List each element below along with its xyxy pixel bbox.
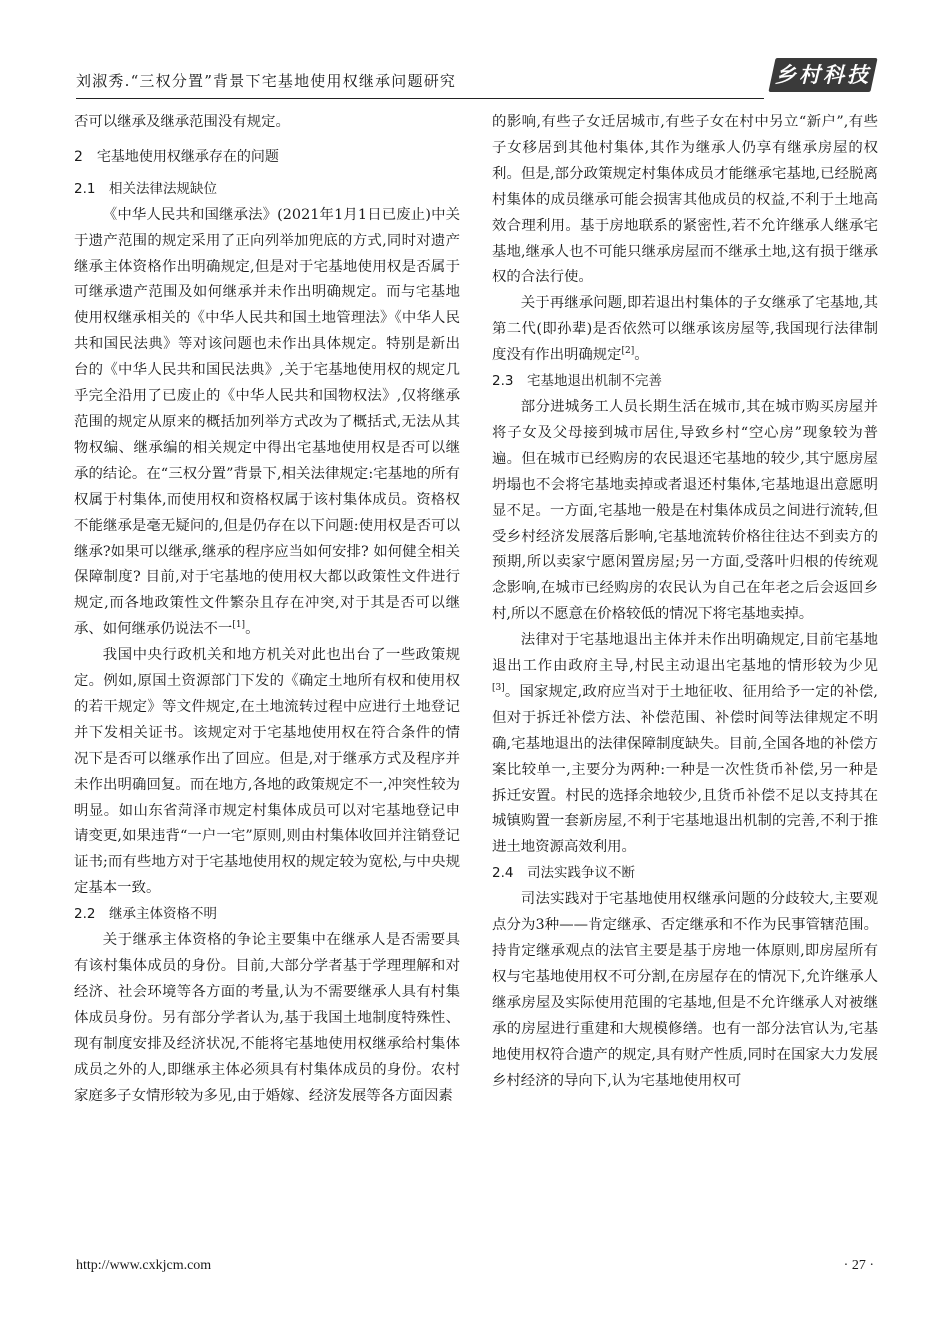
paragraph-text: 。国家规定,政府应当对于土地征收、征用给予一定的补偿,但对于拆迁补偿方法、补偿范围、补偿时间等法律规定不明确,宅基地退出的法律保障制度缺失。目前,全国各地的补偿方案比较单一,主要分为两种:一种是一次性货币补偿,另一种是拆迁安置。村民的选择余地较少,且货币补偿不足以支持其在城镇购置一套新房屋,不利于宅基地退出机制的完善,不利于推进土地资源高效利用。	[492, 683, 878, 856]
paragraph: 的影响,有些子女迁居城市,有些子女在村中另立“新户”,有些子女移居到其他村集体,其作为继承人仍享有继承房屋的权利。但是,部分政策规定村集体成员才能继承宅基地,已经脱离村集体的成员继承可能会损害其他成员的权益,不利于土地高效合理利用。基于房地联系的紧密性,若不允许继承人继承宅基地,继承人也不可能只继承房屋而不继承土地,这有损于继承权的合法行使。	[492, 114, 878, 286]
journal-url[interactable]: http://www.cxkjcm.com	[76, 1258, 212, 1273]
subsection-heading: 2.3 宅基地退出机制不完善	[492, 373, 662, 390]
page-header	[76, 58, 874, 98]
subsection-heading: 2.4 司法实践争议不断	[492, 865, 635, 882]
header-divider	[76, 98, 764, 99]
running-title: 刘淑秀.“三权分置”背景下宅基地使用权继承问题研究	[76, 72, 457, 90]
paragraph	[492, 291, 878, 369]
right-column	[492, 110, 878, 1094]
citation-ref: [3]	[492, 682, 505, 693]
citation-ref: [1]	[232, 620, 246, 631]
paragraph: 司法实践对于宅基地使用权继承问题的分歧较大,主要观点分为3种——肯定继承、否定继承和不作为民事管辖范围。持肯定继承观点的法官主要是基于房地一体原则,即房屋所有权与宅基地使用权不可分割,在房屋存在的情况下,允许继承人继承房屋及实际使用范围的宅基地,但是不允许继承人对被继承的房屋进行重建和大规模修缮。也有一部分法官认为,宅基地使用权符合遗产的规定,具有财产性质,同时在国家大力发展乡村经济的导向下,认为宅基地使用权可	[492, 891, 878, 1089]
page-number: · 27 ·	[843, 1258, 874, 1273]
subsection-heading: 2.1 相关法律法规缺位	[74, 180, 217, 197]
journal-logo-text: 乡村科技	[775, 62, 871, 87]
left-column	[74, 110, 460, 1109]
paragraph	[74, 203, 460, 643]
paragraph-text: 法律对于宅基地退出主体并未作出明确规定,目前宅基地退出工作由政府主导,村民主动退出宅基地的情形较为少见	[492, 632, 878, 675]
subsection-heading: 2.2 继承主体资格不明	[74, 906, 217, 923]
paragraph-text: 关于再继承问题,即若退出村集体的子女继承了宅基地,其第二代(即孙辈)是否依然可以继承该房屋等,我国现行法律制度没有作出明确规定	[492, 295, 878, 364]
paragraph: 否可以继承及继承范围没有规定。	[74, 114, 290, 130]
paragraph: 我国中央行政机关和地方机关对此也出台了一些政策规定。例如,原国土资源部门下发的《确定土地所有权和使用权的若干规定》等文件规定,在土地流转过程中应进行土地登记并下发相关证书。该规定对于宅基地使用权在符合条件的情况下是否可以继承作出了回应。但是,对于继承方式及程序并未作出明确回复。而在地方,各地的政策规定不一,冲突性较为明显。如山东省菏泽市规定村集体成员可以对宅基地登记申请变更,如果违背“一户一宅”原则,则由村集体收回并注销登记证书;而有些地方对于宅基地使用权的规定较为宽松,与中央规定基本一致。	[74, 647, 460, 897]
paragraph-text: 《中华人民共和国继承法》(2021年1月1日已废止)中关于遗产范围的规定采用了正向列举加兜底的方式,同时对遗产继承主体资格作出明确规定,但是对于宅基地使用权是否属于可继承遗产范围及如何继承并未作出明确规定。而与宅基地使用权继承相关的《中华人民共和国土地管理法》《中华人民共和国民法典》等对该问题也未作出具体规定。特别是新出台的《中华人民共和国民法典》,关于宅基地使用权的规定几乎完全沿用了已废止的《中华人民共和国物权法》,仅将继承范围的规定从原来的概括加列举方式改为了概括式,无法从其物权编、继承编的相关规定中得出宅基地使用权是否可以继承的结论。在“三权分置”背景下,相关法律规定:宅基地的所有权属于村集体,而使用权和资格权属于该村集体成员。资格权不能继承是毫无疑问的,但是仍存在以下问题:使用权是否可以继承?如果可以继承,继承的程序应当如何安排? 如何健全相关保障制度? 目前,对于宅基地的使用权大都以政策性文件进行规定,而各地政策性文件繁杂且存在冲突,对于其是否可以继承、如何继承仍说法不一	[74, 206, 460, 638]
paragraph-text: 。	[245, 621, 260, 638]
paragraph-text: 。	[634, 347, 649, 364]
journal-logo	[768, 58, 877, 92]
citation-ref: [2]	[621, 346, 635, 357]
paragraph: 部分进城务工人员长期生活在城市,其在城市购买房屋并将子女及父母接到城市居住,导致乡村“空心房”现象较为普遍。但在城市已经购房的农民退还宅基地的较少,其宁愿房屋坍塌也不会将宅基地卖掉或者退还村集体,宅基地退出意愿明显不足。一方面,宅基地一般是在村集体成员之间进行流转,但受乡村经济发展落后影响,宅基地流转价格往往达不到卖方的预期,所以卖家宁愿闲置房屋;另一方面,受落叶归根的传统观念影响,在城市已经购房的农民认为自己在年老之后会返回乡村,所以不愿意在价格较低的情况下将宅基地卖掉。	[492, 398, 878, 623]
paragraph: 关于继承主体资格的争论主要集中在继承人是否需要具有该村集体成员的身份。目前,大部分学者基于学理理解和对经济、社会环境等各方面的考量,认为不需要继承人具有村集体成员身份。另有部分学者认为,基于我国土地制度特殊性、现有制度安排及经济状况,不能将宅基地使用权继承给村集体成员之外的人,即继承主体必须具有村集体成员的身份。农村家庭多子女情形较为多见,由于婚嫁、经济发展等各方面因素	[74, 932, 460, 1104]
section-heading: 2 宅基地使用权继承存在的问题	[74, 148, 279, 165]
page-footer	[76, 1258, 874, 1282]
paragraph	[492, 628, 878, 861]
